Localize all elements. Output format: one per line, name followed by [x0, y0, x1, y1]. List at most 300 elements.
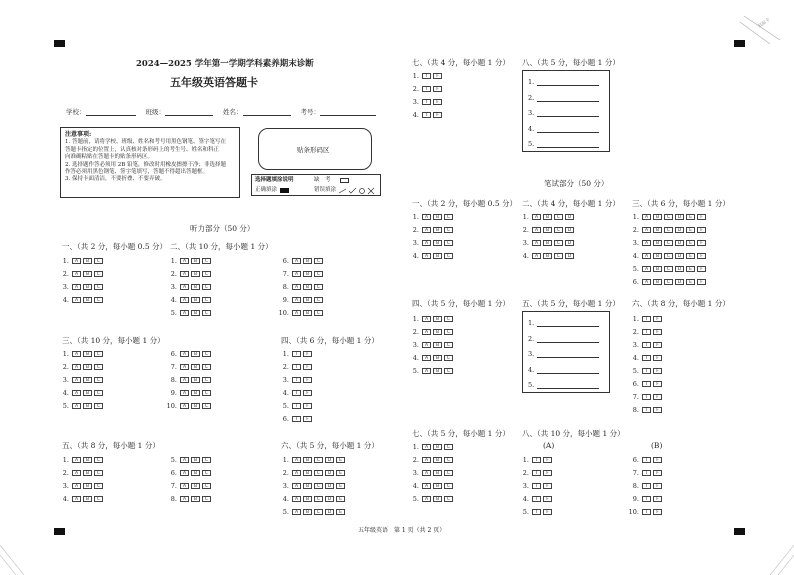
option-bubble-b[interactable]: B — [433, 342, 442, 348]
option-bubble-a[interactable]: A — [180, 258, 189, 264]
option-bubble-c[interactable]: C — [444, 355, 453, 361]
option-bubble-f[interactable]: F — [543, 496, 552, 502]
option-bubble-a[interactable]: A — [292, 509, 301, 515]
option-bubble-a[interactable]: A — [180, 351, 189, 357]
option-bubble-c[interactable]: C — [664, 253, 673, 259]
option-bubble-c[interactable]: C — [94, 457, 103, 463]
option-bubble-t[interactable]: T — [422, 99, 431, 105]
option-bubble-b[interactable]: B — [191, 258, 200, 264]
option-bubble-a[interactable]: A — [180, 403, 189, 409]
option-bubble-c[interactable]: C — [314, 271, 323, 277]
option-bubble-c[interactable]: C — [314, 284, 323, 290]
option-bubble-e[interactable]: E — [336, 496, 345, 502]
option-bubble-b[interactable]: B — [433, 483, 442, 489]
option-bubble-t[interactable]: T — [532, 457, 541, 463]
option-bubble-b[interactable]: B — [433, 214, 442, 220]
option-bubble-a[interactable]: A — [642, 240, 651, 246]
writing-s4-question-3 — [408, 341, 455, 348]
option-bubble-c[interactable]: C — [202, 390, 211, 396]
option-bubble-b[interactable]: B — [303, 297, 312, 303]
option-bubble-t[interactable]: T — [532, 483, 541, 489]
option-bubble-a[interactable]: A — [72, 457, 81, 463]
question-number: 9. — [632, 494, 639, 503]
option-bubble-b[interactable]: B — [543, 240, 552, 246]
option-bubble-c[interactable]: C — [444, 496, 453, 502]
option-bubble-a[interactable]: A — [180, 483, 189, 489]
option-bubble-f[interactable]: F — [697, 253, 706, 259]
option-bubble-b[interactable]: B — [83, 457, 92, 463]
option-bubble-b[interactable]: B — [83, 470, 92, 476]
option-bubble-t[interactable]: T — [642, 329, 651, 335]
option-bubble-b[interactable]: B — [303, 470, 312, 476]
option-bubble-a[interactable]: A — [532, 253, 541, 259]
option-bubble-t[interactable]: T — [532, 470, 541, 476]
option-bubble-t[interactable]: T — [642, 457, 651, 463]
option-bubble-a[interactable]: A — [180, 364, 189, 370]
option-bubble-b[interactable]: B — [191, 457, 200, 463]
option-bubble-c[interactable]: C — [554, 253, 563, 259]
option-bubble-a[interactable]: A — [642, 253, 651, 259]
option-bubble-b[interactable]: B — [543, 214, 552, 220]
option-bubble-d[interactable]: D — [675, 227, 684, 233]
option-bubble-a[interactable]: A — [180, 390, 189, 396]
option-bubble-f[interactable]: F — [697, 214, 706, 220]
option-bubble-c[interactable]: C — [202, 284, 211, 290]
option-bubble-a[interactable]: A — [72, 297, 81, 303]
option-bubble-a[interactable]: A — [422, 444, 431, 450]
option-bubble-b[interactable]: B — [83, 483, 92, 489]
option-bubble-c[interactable]: C — [202, 258, 211, 264]
option-bubble-e[interactable]: E — [686, 266, 695, 272]
option-bubble-b[interactable]: B — [433, 368, 442, 374]
option-bubble-e[interactable]: E — [686, 227, 695, 233]
option-bubble-c[interactable]: C — [94, 403, 103, 409]
option-bubble-t[interactable]: T — [642, 496, 651, 502]
option-bubble-d[interactable]: D — [325, 496, 334, 502]
option-bubble-b[interactable]: B — [83, 403, 92, 409]
option-bubble-a[interactable]: A — [422, 470, 431, 476]
question-number: 1. — [632, 212, 639, 221]
option-bubble-b[interactable]: B — [653, 279, 662, 285]
option-bubble-c[interactable]: C — [554, 240, 563, 246]
option-bubble-b[interactable]: B — [433, 457, 442, 463]
listening-s4-question-3 — [278, 376, 314, 383]
option-bubble-f[interactable]: F — [303, 364, 312, 370]
option-bubble-b[interactable]: B — [191, 297, 200, 303]
option-bubble-t[interactable]: T — [422, 73, 431, 79]
option-bubble-f[interactable]: F — [653, 457, 662, 463]
option-bubble-t[interactable]: T — [642, 316, 651, 322]
option-bubble-a[interactable]: A — [292, 284, 301, 290]
answer-line[interactable] — [537, 367, 599, 374]
answer-line[interactable] — [537, 79, 599, 86]
option-bubble-a[interactable]: A — [292, 310, 301, 316]
option-bubble-c[interactable]: C — [202, 310, 211, 316]
option-bubble-c[interactable]: C — [314, 496, 323, 502]
option-bubble-b[interactable]: B — [303, 271, 312, 277]
option-bubble-b[interactable]: B — [303, 509, 312, 515]
option-bubble-c[interactable]: C — [664, 279, 673, 285]
option-bubble-c[interactable]: C — [94, 496, 103, 502]
option-bubble-b[interactable]: B — [191, 364, 200, 370]
option-bubble-d[interactable]: D — [565, 253, 574, 259]
option-bubble-c[interactable]: C — [202, 403, 211, 409]
option-bubble-b[interactable]: B — [83, 284, 92, 290]
option-bubble-b[interactable]: B — [653, 214, 662, 220]
option-bubble-t[interactable]: T — [292, 390, 301, 396]
option-bubble-c[interactable]: C — [444, 227, 453, 233]
option-bubble-f[interactable]: F — [543, 483, 552, 489]
option-bubble-t[interactable]: T — [292, 377, 301, 383]
option-bubble-c[interactable]: C — [314, 470, 323, 476]
option-bubble-b[interactable]: B — [303, 457, 312, 463]
option-bubble-c[interactable]: C — [444, 470, 453, 476]
option-bubble-b[interactable]: B — [191, 310, 200, 316]
option-bubble-c[interactable]: C — [94, 390, 103, 396]
option-bubble-d[interactable]: D — [675, 240, 684, 246]
option-bubble-a[interactable]: A — [422, 253, 431, 259]
option-bubble-t[interactable]: T — [642, 342, 651, 348]
option-bubble-e[interactable]: E — [336, 457, 345, 463]
option-bubble-f[interactable]: F — [433, 73, 442, 79]
option-bubble-f[interactable]: F — [303, 377, 312, 383]
option-bubble-t[interactable]: T — [292, 403, 301, 409]
option-bubble-c[interactable]: C — [94, 284, 103, 290]
option-bubble-b[interactable]: B — [433, 496, 442, 502]
option-bubble-e[interactable]: E — [686, 240, 695, 246]
option-bubble-b[interactable]: B — [83, 377, 92, 383]
option-bubble-c[interactable]: C — [664, 227, 673, 233]
listening-s4-question-4 — [278, 389, 314, 396]
option-bubble-b[interactable]: B — [191, 284, 200, 290]
option-bubble-c[interactable]: C — [94, 377, 103, 383]
option-bubble-f[interactable]: F — [653, 368, 662, 374]
option-bubble-b[interactable]: B — [653, 253, 662, 259]
option-bubble-t[interactable]: T — [532, 496, 541, 502]
option-bubble-c[interactable]: C — [444, 329, 453, 335]
question-number: 1. — [62, 455, 69, 464]
option-bubble-d[interactable]: D — [325, 509, 334, 515]
option-bubble-c[interactable]: C — [444, 457, 453, 463]
option-bubble-t[interactable]: T — [292, 364, 301, 370]
option-bubble-f[interactable]: F — [303, 403, 312, 409]
option-bubble-e[interactable]: E — [336, 470, 345, 476]
option-bubble-c[interactable]: C — [314, 483, 323, 489]
option-bubble-a[interactable]: A — [180, 470, 189, 476]
option-bubble-e[interactable]: E — [686, 214, 695, 220]
option-bubble-f[interactable]: F — [433, 86, 442, 92]
option-bubble-t[interactable]: T — [642, 470, 651, 476]
option-bubble-a[interactable]: A — [180, 271, 189, 277]
option-bubble-a[interactable]: A — [72, 351, 81, 357]
option-bubble-e[interactable]: E — [686, 279, 695, 285]
school-field[interactable] — [86, 108, 136, 116]
option-bubble-a[interactable]: A — [422, 368, 431, 374]
option-bubble-b[interactable]: B — [83, 258, 92, 264]
option-bubble-f[interactable]: F — [653, 496, 662, 502]
option-bubble-b[interactable]: B — [543, 227, 552, 233]
option-bubble-a[interactable]: A — [180, 297, 189, 303]
option-bubble-c[interactable]: C — [202, 483, 211, 489]
option-bubble-b[interactable]: B — [191, 390, 200, 396]
question-number: 2. — [528, 334, 535, 343]
listening-s2-question-1 — [166, 257, 213, 264]
option-bubble-a[interactable]: A — [180, 284, 189, 290]
option-bubble-a[interactable]: A — [422, 355, 431, 361]
option-bubble-e[interactable]: E — [336, 509, 345, 515]
option-bubble-f[interactable]: F — [653, 470, 662, 476]
option-bubble-b[interactable]: B — [303, 496, 312, 502]
option-bubble-t[interactable]: T — [422, 112, 431, 118]
option-bubble-b[interactable]: B — [83, 496, 92, 502]
option-bubble-a[interactable]: A — [642, 214, 651, 220]
option-bubble-a[interactable]: A — [532, 227, 541, 233]
option-bubble-b[interactable]: B — [191, 403, 200, 409]
option-bubble-c[interactable]: C — [314, 509, 323, 515]
answer-line[interactable] — [537, 141, 599, 148]
option-bubble-c[interactable]: C — [444, 483, 453, 489]
option-bubble-a[interactable]: A — [422, 329, 431, 335]
option-bubble-t[interactable]: T — [642, 509, 651, 515]
option-bubble-a[interactable]: A — [292, 297, 301, 303]
option-bubble-c[interactable]: C — [314, 457, 323, 463]
option-bubble-a[interactable]: A — [72, 496, 81, 502]
option-bubble-f[interactable]: F — [697, 266, 706, 272]
option-bubble-a[interactable]: A — [422, 496, 431, 502]
option-bubble-a[interactable]: A — [72, 364, 81, 370]
option-bubble-b[interactable]: B — [191, 483, 200, 489]
option-bubble-f[interactable]: F — [653, 509, 662, 515]
option-bubble-c[interactable]: C — [202, 297, 211, 303]
option-bubble-b[interactable]: B — [303, 258, 312, 264]
option-bubble-d[interactable]: D — [325, 457, 334, 463]
answer-line[interactable] — [537, 126, 599, 133]
option-bubble-d[interactable]: D — [675, 279, 684, 285]
option-bubble-d[interactable]: D — [325, 470, 334, 476]
option-bubble-c[interactable]: C — [554, 227, 563, 233]
option-bubble-b[interactable]: B — [191, 271, 200, 277]
option-bubble-c[interactable]: C — [444, 253, 453, 259]
option-bubble-t[interactable]: T — [642, 483, 651, 489]
option-bubble-c[interactable]: C — [202, 377, 211, 383]
option-bubble-c[interactable]: C — [202, 351, 211, 357]
name-field[interactable] — [243, 108, 291, 116]
option-bubble-b[interactable]: B — [433, 240, 442, 246]
option-bubble-a[interactable]: A — [422, 342, 431, 348]
option-bubble-b[interactable]: B — [433, 470, 442, 476]
option-bubble-a[interactable]: A — [72, 284, 81, 290]
answer-line[interactable] — [537, 95, 599, 102]
option-bubble-a[interactable]: A — [72, 271, 81, 277]
option-bubble-c[interactable]: C — [664, 214, 673, 220]
listening-section-7-title: 七、（共 4 分，每小题 1 分） — [412, 58, 510, 67]
option-bubble-a[interactable]: A — [72, 377, 81, 383]
option-bubble-c[interactable]: C — [94, 483, 103, 489]
option-bubble-d[interactable]: D — [675, 214, 684, 220]
option-bubble-b[interactable]: B — [83, 390, 92, 396]
option-bubble-a[interactable]: A — [642, 227, 651, 233]
option-bubble-b[interactable]: B — [543, 253, 552, 259]
option-bubble-f[interactable]: F — [543, 470, 552, 476]
option-bubble-a[interactable]: A — [180, 377, 189, 383]
option-bubble-t[interactable]: T — [642, 355, 651, 361]
option-bubble-a[interactable]: A — [180, 457, 189, 463]
option-bubble-b[interactable]: B — [433, 355, 442, 361]
option-bubble-b[interactable]: B — [433, 253, 442, 259]
option-bubble-f[interactable]: F — [653, 381, 662, 387]
option-bubble-t[interactable]: T — [292, 351, 301, 357]
option-bubble-e[interactable]: E — [336, 483, 345, 489]
option-bubble-b[interactable]: B — [653, 240, 662, 246]
option-bubble-b[interactable]: B — [433, 227, 442, 233]
option-bubble-c[interactable]: C — [202, 364, 211, 370]
option-bubble-b[interactable]: B — [303, 483, 312, 489]
option-bubble-a[interactable]: A — [72, 483, 81, 489]
option-bubble-d[interactable]: D — [565, 214, 574, 220]
option-bubble-f[interactable]: F — [543, 457, 552, 463]
option-bubble-a[interactable]: A — [532, 214, 541, 220]
option-bubble-b[interactable]: B — [191, 470, 200, 476]
option-bubble-c[interactable]: C — [202, 457, 211, 463]
option-bubble-b[interactable]: B — [83, 364, 92, 370]
option-bubble-a[interactable]: A — [292, 483, 301, 489]
exam-no-field[interactable] — [320, 108, 376, 116]
option-bubble-c[interactable]: C — [94, 258, 103, 264]
option-bubble-a[interactable]: A — [292, 470, 301, 476]
option-bubble-a[interactable]: A — [72, 258, 81, 264]
answer-line[interactable] — [537, 382, 599, 389]
option-bubble-f[interactable]: F — [433, 99, 442, 105]
option-bubble-c[interactable]: C — [314, 258, 323, 264]
option-bubble-f[interactable]: F — [653, 355, 662, 361]
option-bubble-d[interactable]: D — [675, 266, 684, 272]
option-bubble-a[interactable]: A — [422, 214, 431, 220]
writing-section-7-title: 七、（共 5 分，每小题 1 分） — [412, 429, 510, 438]
option-bubble-c[interactable]: C — [664, 266, 673, 272]
option-bubble-t[interactable]: T — [292, 416, 301, 422]
option-bubble-a[interactable]: A — [292, 258, 301, 264]
option-bubble-t[interactable]: T — [532, 509, 541, 515]
answer-line[interactable] — [537, 320, 599, 327]
option-bubble-b[interactable]: B — [433, 316, 442, 322]
option-bubble-c[interactable]: C — [202, 496, 211, 502]
option-bubble-c[interactable]: C — [94, 297, 103, 303]
class-field[interactable] — [165, 108, 213, 116]
option-bubble-f[interactable]: F — [653, 329, 662, 335]
option-bubble-c[interactable]: C — [94, 351, 103, 357]
option-bubble-f[interactable]: F — [303, 416, 312, 422]
option-bubble-d[interactable]: D — [325, 483, 334, 489]
option-bubble-b[interactable]: B — [653, 227, 662, 233]
option-bubble-a[interactable]: A — [180, 496, 189, 502]
option-bubble-e[interactable]: E — [686, 253, 695, 259]
option-bubble-a[interactable]: A — [72, 470, 81, 476]
option-bubble-f[interactable]: F — [697, 227, 706, 233]
option-bubble-f[interactable]: F — [697, 240, 706, 246]
option-bubble-a[interactable]: A — [72, 390, 81, 396]
option-bubble-f[interactable]: F — [653, 394, 662, 400]
option-bubble-t[interactable]: T — [642, 407, 651, 413]
option-bubble-a[interactable]: A — [422, 240, 431, 246]
option-bubble-a[interactable]: A — [642, 266, 651, 272]
option-bubble-t[interactable]: T — [642, 368, 651, 374]
option-bubble-c[interactable]: C — [444, 342, 453, 348]
option-bubble-b[interactable]: B — [83, 271, 92, 277]
option-bubble-a[interactable]: A — [292, 457, 301, 463]
option-bubble-f[interactable]: F — [653, 316, 662, 322]
option-bubble-f[interactable]: F — [653, 407, 662, 413]
option-bubble-c[interactable]: C — [314, 297, 323, 303]
answer-line[interactable] — [537, 110, 599, 117]
option-bubble-a[interactable]: A — [642, 279, 651, 285]
option-bubble-c[interactable]: C — [94, 271, 103, 277]
option-bubble-c[interactable]: C — [444, 316, 453, 322]
option-bubble-a[interactable]: A — [292, 496, 301, 502]
writing-s7-question-5 — [408, 495, 455, 502]
option-bubble-b[interactable]: B — [433, 444, 442, 450]
option-bubble-d[interactable]: D — [565, 240, 574, 246]
option-bubble-c[interactable]: C — [314, 310, 323, 316]
option-bubble-f[interactable]: F — [303, 390, 312, 396]
option-bubble-a[interactable]: A — [422, 483, 431, 489]
option-bubble-f[interactable]: F — [653, 342, 662, 348]
option-bubble-b[interactable]: B — [83, 297, 92, 303]
option-bubble-b[interactable]: B — [191, 496, 200, 502]
option-bubble-f[interactable]: F — [697, 279, 706, 285]
option-bubble-a[interactable]: A — [422, 457, 431, 463]
option-bubble-f[interactable]: F — [433, 112, 442, 118]
option-bubble-d[interactable]: D — [565, 227, 574, 233]
option-bubble-b[interactable]: B — [83, 351, 92, 357]
absent-box[interactable] — [340, 178, 349, 183]
option-bubble-f[interactable]: F — [653, 483, 662, 489]
option-bubble-b[interactable]: B — [303, 310, 312, 316]
option-bubble-c[interactable]: C — [664, 240, 673, 246]
question-number: 7. — [170, 362, 177, 371]
option-bubble-t[interactable]: T — [422, 86, 431, 92]
option-bubble-b[interactable]: B — [191, 351, 200, 357]
option-bubble-b[interactable]: B — [433, 329, 442, 335]
option-bubble-a[interactable]: A — [532, 240, 541, 246]
answer-line[interactable] — [537, 336, 599, 343]
question-number: 5. — [412, 366, 419, 375]
option-bubble-b[interactable]: B — [191, 377, 200, 383]
option-bubble-c[interactable]: C — [444, 444, 453, 450]
option-bubble-c[interactable]: C — [94, 470, 103, 476]
option-bubble-c[interactable]: C — [444, 240, 453, 246]
option-bubble-t[interactable]: T — [642, 381, 651, 387]
option-bubble-a[interactable]: A — [292, 271, 301, 277]
option-bubble-c[interactable]: C — [554, 214, 563, 220]
option-bubble-d[interactable]: D — [675, 253, 684, 259]
option-bubble-c[interactable]: C — [444, 368, 453, 374]
option-bubble-a[interactable]: A — [72, 403, 81, 409]
answer-line[interactable] — [537, 351, 599, 358]
option-bubble-f[interactable]: F — [303, 351, 312, 357]
option-bubble-b[interactable]: B — [653, 266, 662, 272]
listening-s4-question-1 — [278, 350, 314, 357]
option-bubble-c[interactable]: C — [94, 364, 103, 370]
option-bubble-c[interactable]: C — [202, 271, 211, 277]
option-bubble-a[interactable]: A — [180, 310, 189, 316]
option-bubble-b[interactable]: B — [303, 284, 312, 290]
option-bubble-a[interactable]: A — [422, 227, 431, 233]
option-bubble-a[interactable]: A — [422, 316, 431, 322]
option-bubble-f[interactable]: F — [543, 509, 552, 515]
option-bubble-t[interactable]: T — [642, 394, 651, 400]
option-bubble-c[interactable]: C — [444, 214, 453, 220]
option-bubble-c[interactable]: C — [202, 470, 211, 476]
